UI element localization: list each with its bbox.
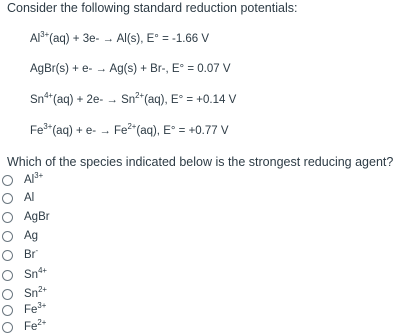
option-label[interactable]: $Sn^{2+}$ [24, 285, 47, 300]
question-intro: Consider the following standard reduction potentials: [7, 1, 298, 15]
reaction-tin [30, 91, 237, 106]
option-br-minus[interactable] [2, 246, 38, 264]
option-label[interactable]: Al [24, 192, 35, 204]
radio-button[interactable] [2, 175, 13, 186]
reaction-text: (aq) + 2e- → Sn [53, 94, 136, 106]
option-ag[interactable] [2, 227, 38, 245]
option-fe2plus[interactable] [2, 318, 46, 336]
charge: 3+ [40, 30, 50, 40]
charge: 4+ [44, 91, 53, 101]
reaction-iron [30, 122, 229, 137]
reaction-text-tail: (aq), E° = +0.14 V [144, 94, 237, 106]
reaction-silver-bromide [30, 63, 231, 75]
option-label[interactable]: $Fe^{3+}$ [24, 301, 47, 316]
species: Al [30, 33, 41, 45]
option-label[interactable]: $Sn^{4+}$ [24, 266, 47, 281]
question-text: Which of the species indicated below is the strongest reducing agent? [7, 155, 393, 169]
option-label[interactable]: AgBr [24, 211, 50, 223]
radio-button[interactable] [2, 289, 13, 300]
radio-button[interactable] [2, 270, 13, 281]
reaction-text: (aq) + e- → Fe [52, 125, 128, 137]
option-label[interactable]: Ag [24, 230, 39, 242]
charge: 2+ [135, 91, 145, 101]
radio-button[interactable] [2, 322, 13, 333]
radio-button[interactable] [2, 193, 13, 204]
reaction-aluminum [30, 30, 210, 45]
reaction-text-tail: (aq), E° = +0.77 V [136, 125, 229, 137]
option-agbr[interactable] [2, 208, 50, 226]
option-fe3plus[interactable] [2, 301, 46, 319]
species: Fe [30, 125, 44, 137]
option-sn4plus[interactable] [2, 266, 47, 284]
radio-button[interactable] [2, 231, 13, 242]
radio-button[interactable] [2, 212, 13, 223]
charge: 3+ [43, 122, 53, 132]
option-al3plus[interactable] [2, 171, 43, 189]
option-label[interactable]: Br- [24, 246, 39, 261]
charge: 2+ [127, 122, 137, 132]
reaction-text: AgBr(s) + e- → Ag(s) + Br-, E° = 0.07 V [30, 63, 231, 75]
option-label[interactable]: $Al^{3+}$ [24, 171, 44, 186]
species: Sn [30, 94, 45, 106]
radio-button[interactable] [2, 250, 13, 261]
radio-button[interactable] [2, 305, 13, 316]
option-al[interactable] [2, 189, 34, 207]
reaction-text: (aq) + 3e- → Al(s), E° = -1.66 V [49, 33, 210, 45]
option-label[interactable]: $Fe^{2+}$ [24, 318, 47, 333]
